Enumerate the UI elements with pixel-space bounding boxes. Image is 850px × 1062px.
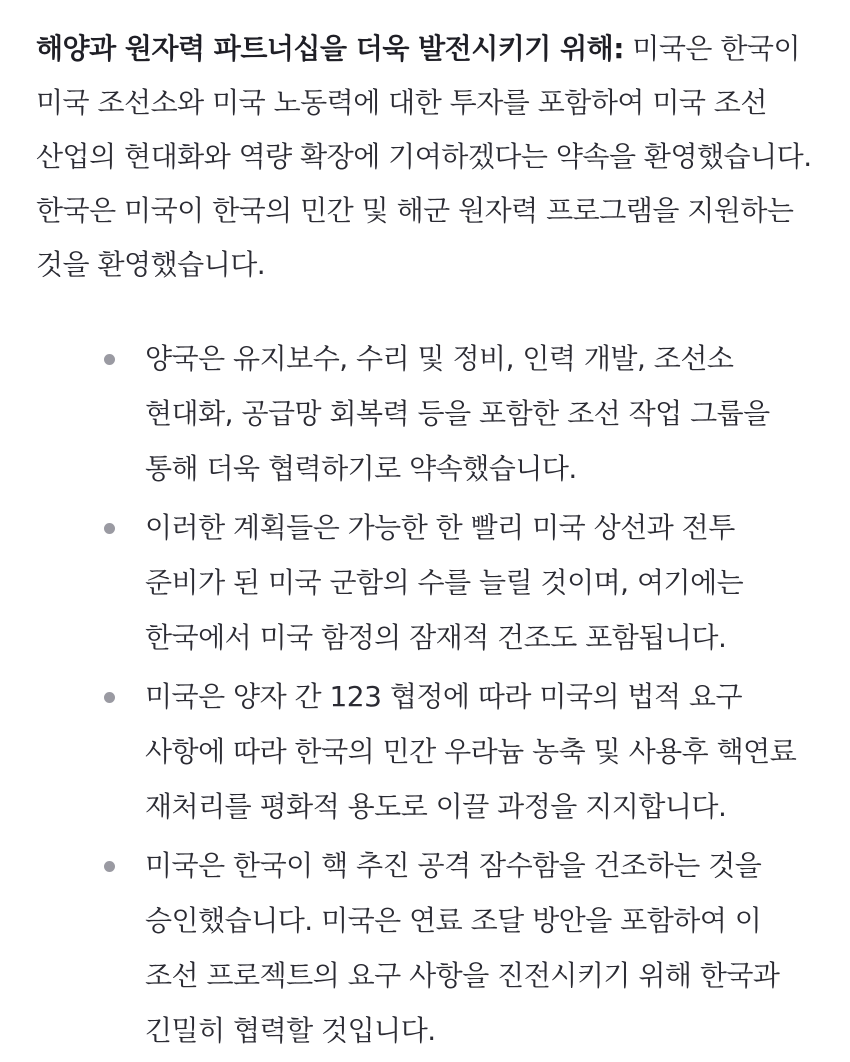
list-item: [36, 669, 816, 834]
bullet-dot-icon: [104, 354, 115, 365]
list-item-text: 미국은 한국이 핵 추진 공격 잠수함을 건조하는 것을 승인했습니다. 미국은 연료 조달 방안을 포함하여 이 조선 프로젝트의 요구 사항을 진전시키기 위해 한국과 긴밀히 협력할 것입니다.: [145, 849, 780, 1047]
list-item: [36, 331, 816, 496]
bullet-dot-icon: [104, 861, 115, 872]
list-item: [36, 500, 816, 665]
intro-lead-heading: 해양과 원자력 파트너십을 더욱 발전시키기 위해:: [36, 32, 624, 65]
bullet-list: [36, 331, 816, 1058]
list-item: [36, 838, 816, 1058]
bullet-dot-icon: [104, 523, 115, 534]
list-item-text: 양국은 유지보수, 수리 및 정비, 인력 개발, 조선소 현대화, 공급망 회복력 등을 포함한 조선 작업 그룹을 통해 더욱 협력하기로 약속했습니다.: [145, 342, 770, 485]
bullet-dot-icon: [104, 692, 115, 703]
document-body: [36, 22, 816, 1062]
intro-text: 미국은 한국이 미국 조선소와 미국 노동력에 대한 투자를 포함하여 미국 조선 산업의 현대화와 역량 확장에 기여하겠다는 약속을 환영했습니다. 한국은 미국이 한국의 민간 및 해군 원자력 프로그램을 지원하는 것을 환영했습니다.: [36, 32, 812, 281]
list-item-text: 이러한 계획들은 가능한 한 빨리 미국 상선과 전투 준비가 된 미국 군함의 수를 늘릴 것이며, 여기에는 한국에서 미국 함정의 잠재적 건조도 포함됩니다.: [145, 511, 744, 654]
intro-paragraph: [36, 22, 816, 292]
list-item-text: 미국은 양자 간 123 협정에 따라 미국의 법적 요구 사항에 따라 한국의 민간 우라늄 농축 및 사용후 핵연료 재처리를 평화적 용도로 이끌 과정을 지지합니다.: [145, 680, 797, 823]
